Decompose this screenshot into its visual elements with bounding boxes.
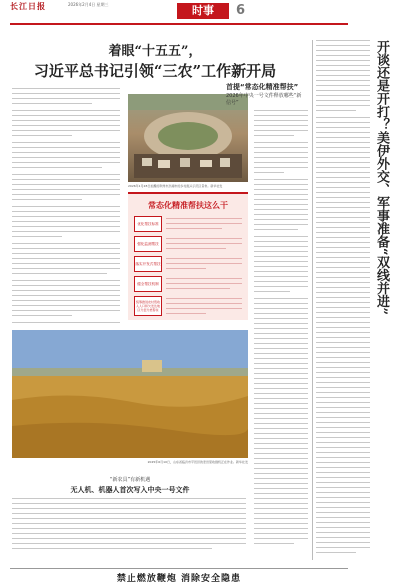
sub-story-body-text: [12, 498, 248, 560]
sidebar-body-text: [254, 110, 310, 550]
infobox-label: 健全帮扶机制: [134, 276, 162, 292]
bottom-banner: [10, 568, 348, 583]
section-label: 时事: [177, 3, 229, 19]
infobox-label: 强化监测帮扶: [134, 236, 162, 252]
infobox-row: [134, 236, 242, 252]
masthead-rule: [10, 23, 348, 25]
infobox-label: 统筹推进农村低收入人口和欠发达地区分层分类帮扶: [134, 296, 162, 316]
lead-headline: 习近平总书记引领“三农”工作新开局: [33, 62, 277, 80]
wheat-harvest-photo: [12, 330, 248, 458]
photo-caption: 2025年6月10日，山东省临沂市平邑县的麦田里收割机正在作业。新华社发: [147, 460, 248, 464]
right-column-body-text: [316, 40, 370, 560]
infobox-row: [134, 296, 242, 316]
dateline: 2026年2月4日 星期三: [68, 2, 109, 7]
bottom-banner-text: 禁止燃放鞭炮 消除安全隐患: [116, 574, 242, 584]
sub-story-kicker: “新农具”有新机遇: [109, 477, 151, 483]
photo-caption: 2026年1月28日拍摄的荆州市洪湖市的乡村振兴示范区景象。新华社发: [128, 184, 223, 188]
precision-assistance-infobox: [128, 192, 248, 320]
sidebar-story-title: 首提“常态化精准帮扶”: [226, 83, 299, 91]
aerial-village-photo: [128, 94, 248, 182]
lead-body-text: [12, 88, 122, 328]
infobox-label: 落实开发式帮扶: [134, 256, 162, 272]
infobox-row: [134, 216, 242, 232]
newspaper-logo: 长江日报: [10, 1, 46, 11]
page-number: 6: [236, 3, 246, 18]
lead-kicker: 着眼“十五五”，: [108, 44, 202, 59]
right-column-headline: 开谈还是开打？美伊外交、军事准备“双线并进”: [374, 40, 389, 315]
column-divider: [312, 40, 313, 560]
infobox-row: [134, 276, 242, 292]
sidebar-story-subtitle: 2026年中央一号文件释放哪些“新信号”: [226, 93, 302, 106]
sub-story-headline: 无人机、机器人首次写入中央一号文件: [70, 486, 190, 494]
infobox-row: [134, 256, 242, 272]
infobox-title: 常态化精准帮扶这么干: [148, 201, 228, 210]
infobox-label: 优化帮扶标准: [134, 216, 162, 232]
